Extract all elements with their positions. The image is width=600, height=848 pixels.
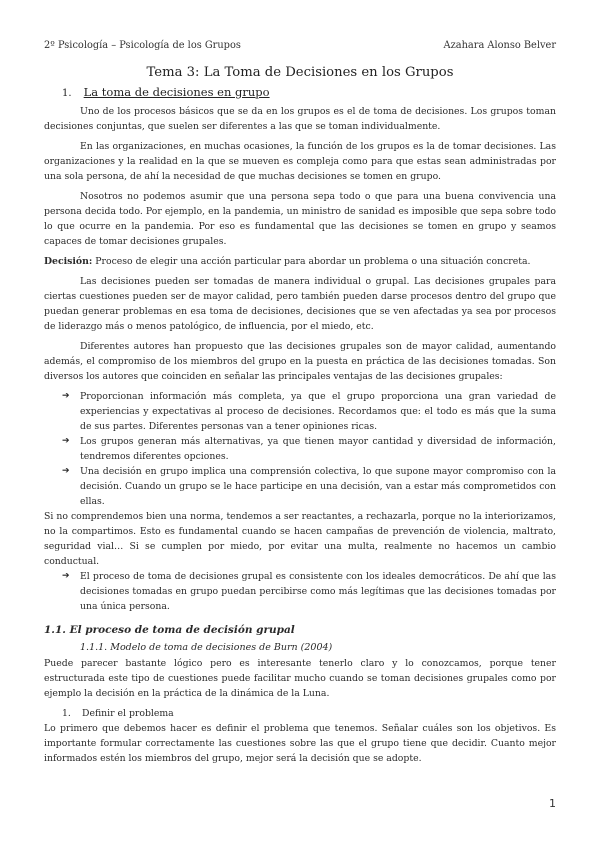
paragraph: Si no comprendemos bien una norma, tendemos a ser reactantes, a rechazarla, porque no la interiorizamos, no la compartimos. Esto es fundamental cuando se hacen campañas de prevención de violencia, maltrato, seguridad vial… Si se cumplen por miedo, por evitar una multa, realmente no hacemos un cambio conductual. [44,511,556,567]
list-item [44,434,556,464]
list-item [44,464,556,509]
paragraph: Puede parecer bastante lógico pero es interesante tenerlo claro y lo conozcamos, porque tener estructurada este tipo de cuestiones puede facilitar mucho cuando se toman decisiones grupales como por ejemplo la decisión en la práctica de la dinámica de la Luna. [44,658,556,699]
section-heading-1 [62,85,270,99]
advantages-list-continued [44,569,556,614]
arrow-icon: ➔ [62,571,70,581]
paragraph: Diferentes autores han propuesto que las decisiones grupales son de mayor calidad, aumentando además, el compromiso de los miembros del grupo en la puesta en práctica de las decisiones tomadas. Son diversos los autores que coinciden en señalar las principales ventajas de las decisiones grupales: [44,341,556,382]
arrow-icon: ➔ [62,391,70,401]
arrow-icon: ➔ [62,436,70,446]
document-body [44,104,556,771]
numbered-step [44,706,556,721]
list-item [44,389,556,434]
definition [44,254,556,269]
step-label: Definir el problema [82,708,174,719]
paragraph: Las decisiones pueden ser tomadas de manera individual o grupal. Las decisiones grupales para ciertas cuestiones pueden ser de mayor calidad, pero también pueden darse procesos dentro del grupo que puedan generar problemas en esa toma de decisiones, decisiones que se ven afectadas ya sea por procesos de liderazgo más o menos patológico, de influencia, por el miedo, etc. [44,276,556,332]
list-item [44,569,556,614]
definition-text: Proceso de elegir una acción particular para abordar un problema o una situación concreta. [92,256,531,267]
arrow-icon: ➔ [62,466,70,476]
paragraph: Uno de los procesos básicos que se da en los grupos es el de toma de decisiones. Los grupos toman decisiones conjuntas, que suelen ser diferentes a las que se toman individualmente. [44,106,556,132]
section-title: La toma de decisiones en grupo [83,85,270,99]
definition-label: Decisión: [44,256,93,267]
list-item-text: Una decisión en grupo implica una comprensión colectiva, lo que supone mayor compromiso con la decisión. Cuando un grupo se le hace participe en una decisión, van a estar más comprometidos con ellas. [80,466,556,507]
section-number: 1. [62,88,72,99]
paragraph: En las organizaciones, en muchas ocasiones, la función de los grupos es la de tomar decisiones. Las organizaciones y la realidad en la que se mueven es compleja como para que estas sean administradas por una sola persona, de ahí la necesidad de que muchas decisiones se tomen en grupo. [44,141,556,182]
subsubsection-heading: 1.1.1. Modelo de toma de decisiones de Burn (2004) [80,642,333,653]
list-item-text: El proceso de toma de decisiones grupal es consistente con los ideales democráticos. De ahí que las decisiones tomadas en grupo puedan percibirse como más legítimas que las decisiones tomadas por una única persona. [80,571,556,612]
step-number: 1. [62,708,71,719]
advantages-list [44,389,556,509]
header-course: 2º Psicología – Psicología de los Grupos [44,40,241,51]
header-author: Azahara Alonso Belver [443,40,556,51]
page-number: 1 [549,797,556,810]
list-item-text: Proporcionan información más completa, ya que el grupo proporciona una gran variedad de experiencias y expectativas al proceso de decisiones. Recordamos que: el todo es más que la suma de sus partes. Diferentes personas van a tener opiniones ricas. [80,391,556,432]
list-item-text: Los grupos generan más alternativas, ya que tienen mayor cantidad y diversidad de información, tendremos diferentes opciones. [80,436,556,462]
subsection-heading: 1.1. El proceso de toma de decisión grupal [44,624,295,636]
paragraph: Lo primero que debemos hacer es definir el problema que tenemos. Señalar cuáles son los objetivos. Es importante formular correctamente las cuestiones sobre las que el grupo tiene que decidir. Cuanto mejor informados estén los miembros del grupo, mejor será la decisión que se adopte. [44,723,556,764]
page-title: Tema 3: La Toma de Decisiones en los Grupos [146,65,454,80]
paragraph: Nosotros no podemos asumir que una persona sepa todo o que para una buena convivencia una persona decida todo. Por ejemplo, en la pandemia, un ministro de sanidad es imposible que sepa sobre todo lo que ocurre en la pandemia. Por eso es fundamental que las decisiones se tomen en grupo y seamos capaces de tomar decisiones grupales. [44,191,556,247]
page-header [44,40,556,54]
